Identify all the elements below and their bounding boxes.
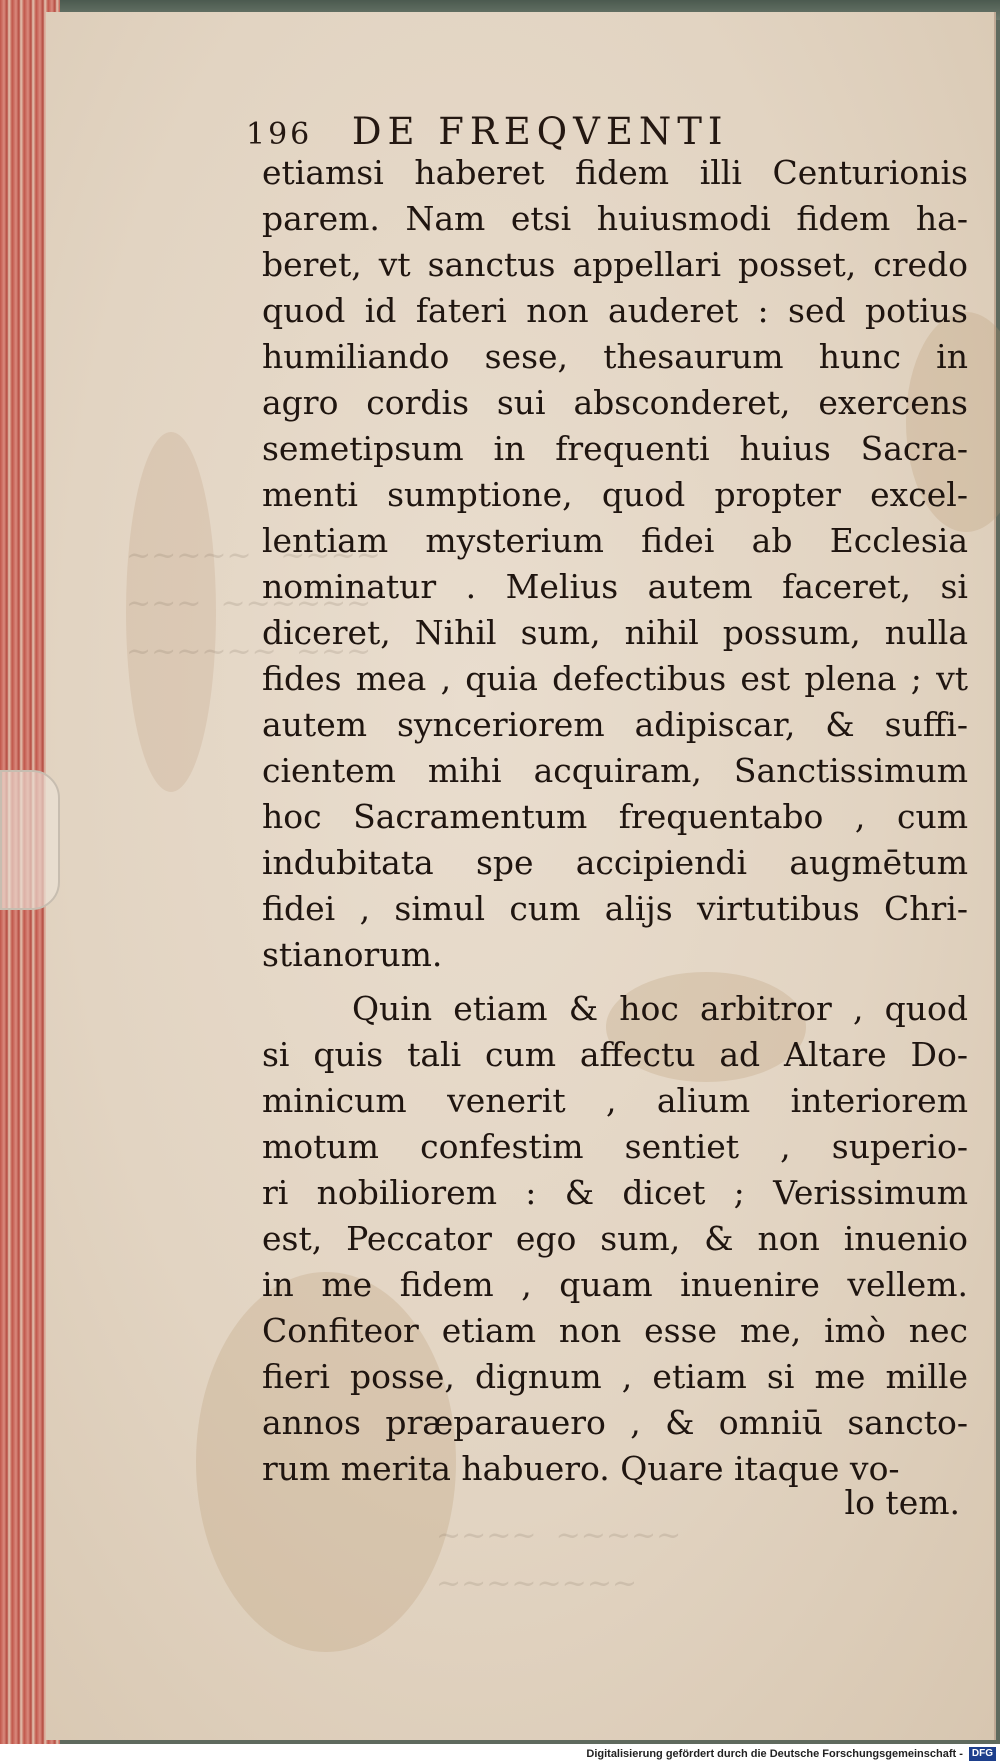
text-line: diceret, Nihil sum, nihil possum, nulla — [262, 613, 968, 652]
text-line: fides mea , quia defectibus est plena ; vt — [262, 659, 968, 698]
show-through-text: ~~~~ ~~~~~ ~~~~~~~~ — [436, 1518, 682, 1601]
text-line: in me fidem , quam inuenire vellem. — [262, 1265, 968, 1304]
text-line: menti sumptione, quod propter excel- — [262, 475, 968, 514]
running-head: DE FREQVENTI — [351, 110, 729, 153]
dfg-logo: DFG — [969, 1747, 996, 1761]
text-line: annos præparauero , & omniū sancto- — [262, 1403, 968, 1442]
text-line: etiamsi haberet fidem illi Centurionis — [262, 153, 968, 192]
text-line: hoc Sacramentum frequentabo , cum — [262, 797, 968, 836]
text-line: lentiam mysterium fidei ab Ecclesia — [262, 521, 968, 560]
text-line: stianorum. — [262, 935, 443, 974]
text-line: humiliando sese, thesaurum hunc in — [262, 337, 968, 376]
page-number: 196 — [246, 117, 313, 152]
show-through-text: ~~~~~ ~~~~ ~~~ ~~~~~~ ~~~~~~ ~~~ — [126, 538, 381, 669]
text-line: est, Peccator ego sum, & non inuenio — [262, 1219, 968, 1258]
digitization-footer — [0, 1744, 1000, 1764]
text-line: semetipsum in frequenti huius Sacra- — [262, 429, 968, 468]
text-line: Quin etiam & hoc arbitror , quod — [352, 989, 968, 1028]
footer-credit: Digitalisierung gefördert durch die Deutsche Forschungsgemeinschaft - — [586, 1748, 963, 1760]
text-line: autem synceriorem adipiscar, & suffi- — [262, 705, 968, 744]
text-line: si quis tali cum affectu ad Altare Do- — [262, 1035, 968, 1074]
body-text — [262, 150, 968, 1492]
text-line: Confiteor etiam non esse me, imò nec — [262, 1311, 968, 1350]
text-line: fidei , simul cum alijs virtutibus Chri- — [262, 889, 968, 928]
text-line: rum merita habuero. Quare itaque vo- — [262, 1449, 900, 1488]
text-line: agro cordis sui absconderet, exercens — [262, 383, 968, 422]
text-line: fieri posse, dignum , etiam si me mille — [262, 1357, 968, 1396]
text-line: indubitata spe accipiendi augmētum — [262, 843, 968, 882]
text-line: cientem mihi acquiram, Sanctissimum — [262, 751, 968, 790]
catchword: lo tem. — [844, 1483, 960, 1522]
page-tab-marker — [0, 770, 60, 910]
text-line: ri nobiliorem : & dicet ; Verissimum — [262, 1173, 968, 1212]
text-line: parem. Nam etsi huiusmodi fidem ha- — [262, 199, 968, 238]
text-line: beret, vt sanctus appellari posset, credo — [262, 245, 968, 284]
text-line: motum confestim sentiet , superio- — [262, 1127, 968, 1166]
text-line: minicum venerit , alium interiorem — [262, 1081, 968, 1120]
text-line: quod id fateri non auderet : sed potius — [262, 291, 968, 330]
text-line: nominatur . Melius autem faceret, si — [262, 567, 968, 606]
